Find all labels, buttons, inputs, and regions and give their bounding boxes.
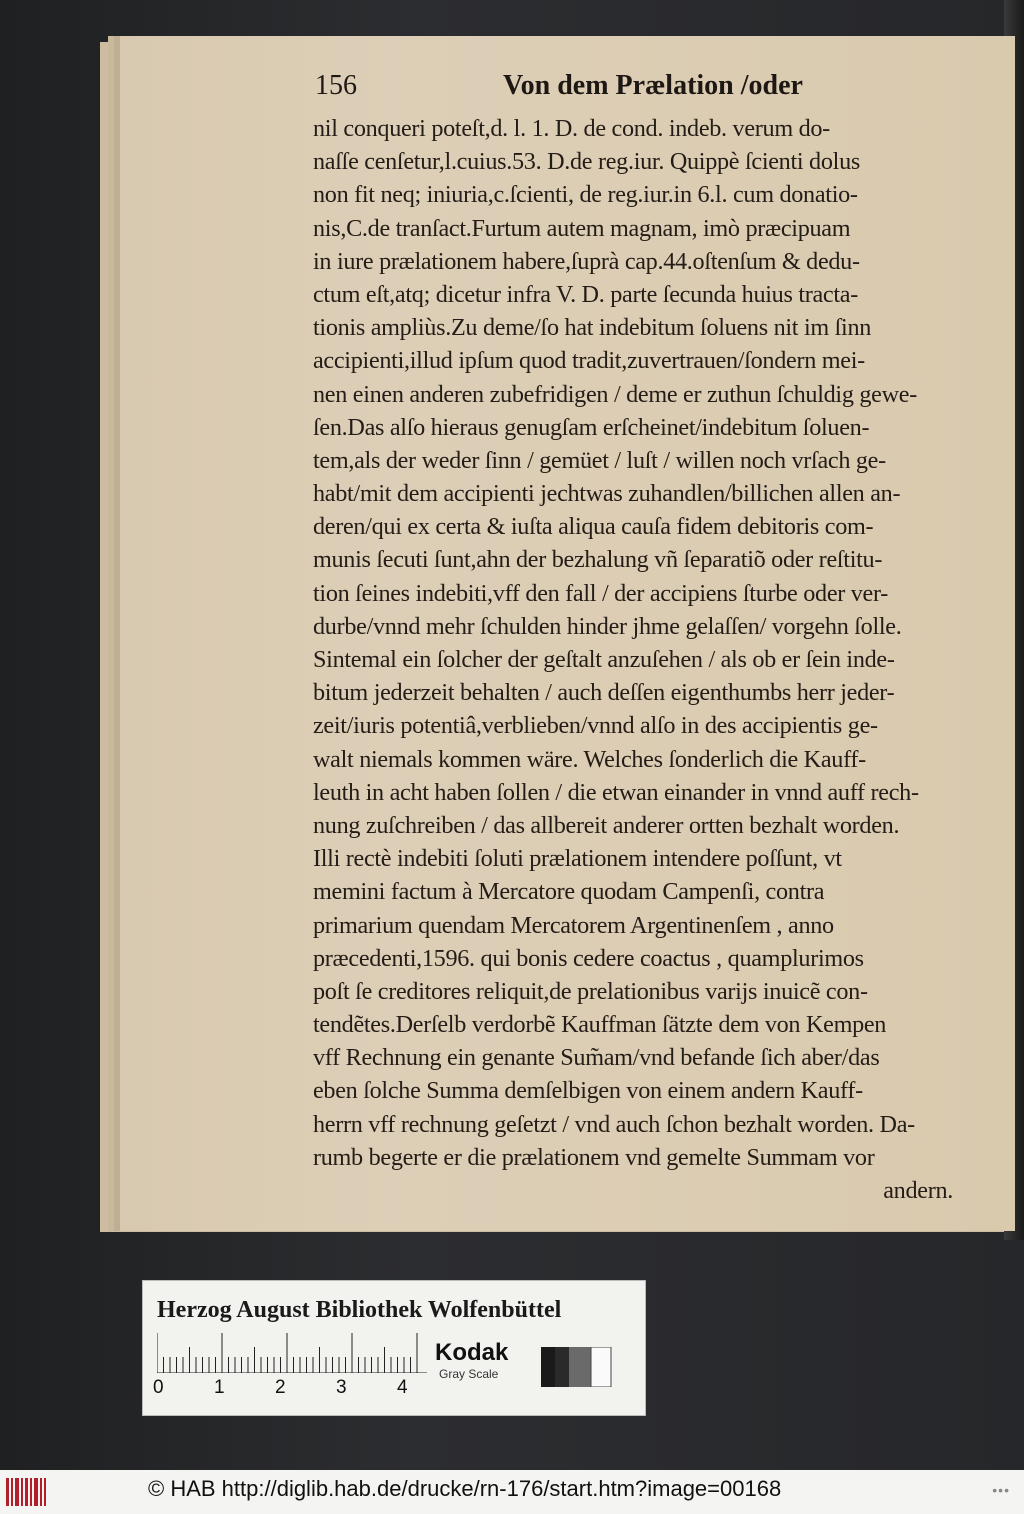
text-line: tem,als der weder ſinn / gemüet / luſt / willen noch vrſach ge- [313,446,886,474]
running-title: Von dem Prælation /oder [503,70,803,101]
page-number: 156 [315,70,357,101]
text-line: eben ſolche Summa demſelbigen von einem andern Kauff- [313,1077,863,1105]
text-line: tion ſeines indebiti,vff den fall / der accipiens ſturbe oder ver- [313,579,889,607]
kodak-subtitle: Gray Scale [439,1367,499,1381]
ruler-number: 0 [153,1377,164,1398]
text-line: primarium quendam Mercatorem Argentinenſem , anno [313,911,834,939]
running-head [315,70,803,110]
text-line: memini factum à Mercatore quodam Campenſi, contra [313,878,825,906]
ruler-scale [157,1333,427,1373]
text-line: rumb begerte er die prælationem vnd gemelte Summam vor [313,1143,875,1171]
text-line: walt niemals kommen wäre. Welches ſonderlich die Kauff- [313,745,866,773]
gray-scale-patch [541,1347,613,1387]
text-line: ſen.Das alſo hieraus genugſam erſcheinet/indebitum ſoluen- [313,413,870,441]
text-line: naſſe cenſetur,l.cuius.53. D.de reg.iur. Quippè ſcienti dolus [313,148,860,176]
text-line: munis ſecuti ſunt,ahn der bezhalung vñ ſeparatiõ oder reſtitu- [313,546,883,574]
text-line: poſt ſe creditores reliquit,de prelationibus varijs inuicẽ con- [313,977,868,1005]
more-icon[interactable]: ••• [992,1482,1010,1498]
text-line: tendẽtes.Derſelb verdorbẽ Kauffman ſätzte dem von Kempen [313,1011,887,1039]
ruler-numbers [153,1377,433,1401]
text-line: durbe/vnnd mehr ſchulden hinder jhme gelaſſen/ vorgehn ſolle. [313,612,902,640]
body-text [313,112,973,1207]
ruler-number: 4 [397,1377,408,1398]
text-line: nung zuſchreiben / das allbereit anderer ortten bezhalt worden. [313,811,900,839]
text-line: nis,C.de tranſact.Furtum autem magnam, imò præcipuam [313,214,851,242]
viewer-footer [0,1470,1024,1514]
text-line: nil conqueri poteſt,d. l. 1. D. de cond. indeb. verum do- [313,115,830,142]
ruler-number: 2 [275,1377,286,1398]
text-line: in iure prælationem habere,ſuprà cap.44.oſtenſum & dedu- [313,247,860,275]
ruler-number: 3 [336,1377,347,1398]
text-line: herrn vff rechnung geſetzt / vnd auch ſchon bezhalt worden. Da- [313,1110,915,1138]
text-line: leuth in acht haben ſollen / die etwan einander in vnnd auff rech- [313,778,919,806]
text-line: tionis ampliùs.Zu deme/ſo hat indebitum ſoluens nit im ſinn [313,314,872,342]
copyright-url[interactable]: © HAB http://diglib.hab.de/drucke/rn-176/start.htm?image=00168 [148,1476,782,1501]
library-label-card [142,1280,646,1416]
ruler-number: 1 [214,1377,225,1398]
library-name: Herzog August Bibliothek Wolfenbüttel [157,1297,562,1323]
text-line: vff Rechnung ein genante Sum̃am/vnd befande ſich aber/das [313,1044,880,1072]
text-line: zeit/iuris potentiâ,verblieben/vnnd alſo in des accipientis ge- [313,712,878,740]
kodak-logo: Kodak [435,1339,509,1366]
text-line: bitum jederzeit behalten / auch deſſen eigenthumbs herr jeder- [313,679,895,707]
text-line: habt/mit dem accipienti jechtwas zuhandlen/billichen allen an- [313,480,901,508]
text-line: nen einen anderen zubefridigen / deme er zuthun ſchuldig gewe- [313,380,917,408]
text-line: non fit neq; iniuria,c.ſcienti, de reg.iur.in 6.l. cum donatio- [313,181,858,209]
text-line: Sintemal ein ſolcher der geſtalt anzuſehen / als ob er ſein inde- [313,646,895,673]
text-line: Illi rectè indebiti ſoluti prælationem intendere poſſunt, vt [313,845,842,873]
barcode-icon [6,1478,46,1506]
text-line: andern. [883,1177,953,1204]
text-line: accipienti,illud ipſum quod tradit,zuvertrauen/ſondern mei- [313,347,865,375]
text-line: deren/qui ex certa & iuſta aliqua cauſa fidem debitoris com- [313,513,874,541]
text-line: præcedenti,1596. qui bonis cedere coactus , quamplurimos [313,944,864,972]
text-line: ctum eſt,atq; dicetur infra V. D. parte ſecunda huius tracta- [313,280,858,308]
